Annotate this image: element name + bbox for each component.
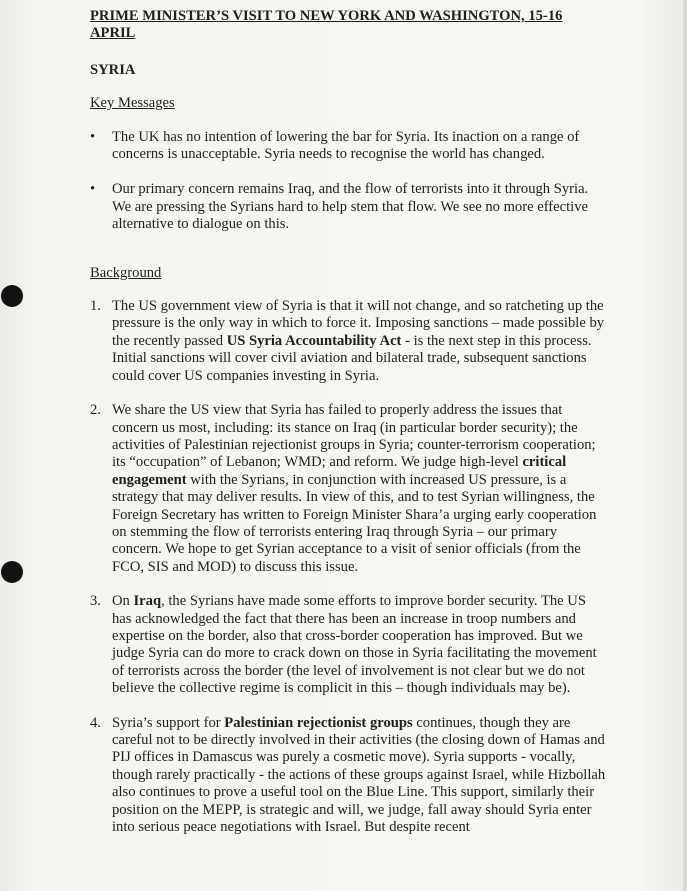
bullet-icon: • (90, 181, 96, 198)
punch-hole-bottom (1, 561, 23, 583)
punch-hole-top (1, 285, 23, 307)
item-text: The US government view of Syria is that it will not change, and so ratcheting up the pressure is the only way in which to force it. Imposing sanctions – made possible by the recently passed (112, 298, 605, 349)
item-bold-text: US Syria Accountability Act (226, 332, 402, 349)
section-heading: SYRIA (90, 61, 136, 78)
item-number: 3. (90, 593, 101, 610)
background-item (90, 593, 606, 697)
key-message-item (90, 129, 606, 164)
item-text: , the Syrians have made some efforts to improve border security. The US has acknowledged the fact that there has been an increase in troop numbers and expertise on the border, also that cross-border cooperation has improved. But we judge Syria can do more to crack down on those in Syria facilitating the movement of terrorists across the border (the level of involvement is not clear but we do not believe the collective regime is complicit in this – though individuals may be). (112, 593, 597, 697)
page-edge-shadow (683, 0, 687, 891)
key-messages-list (90, 129, 606, 234)
key-message-text: Our primary concern remains Iraq, and the flow of terrorists into it through Syria. We are pressing the Syrians hard to help stem that flow. We see no more effective alternative to dialogue on this. (112, 181, 589, 233)
item-text: continues, though they are careful not to be directly involved in their activities (the closing down of Hamas and PIJ offices in Damascus was purely a cosmetic move). Syria supports - vocally, though rarely practically - the actions of these groups against Israel, while Hizbollah also continues to prove a useful tool on the Blue Line. This support, similarly their position on the MEPP, is strategic and will, we judge, fall away should Syria enter into serious peace negotiations with Israel. But despite recent (112, 714, 606, 836)
background-heading: Background (90, 264, 162, 281)
item-bold-text: Iraq (133, 593, 162, 610)
item-text: We share the US view that Syria has failed to properly address the issues that concern us most, including: its stance on Iraq (in particular border security); the activities of Palestinian rejectionist groups in Syria; counter-terrorism cooperation; its “occupation” of Lebanon; WMD; and reform. We judge high-level (112, 402, 596, 471)
document-body (90, 8, 606, 853)
item-number: 1. (90, 298, 101, 315)
item-text: On (112, 593, 134, 610)
background-list (90, 298, 606, 836)
document-title: PRIME MINISTER’S VISIT TO NEW YORK AND WASHINGTON, 15-16 APRIL (90, 8, 563, 42)
key-message-text: The UK has no intention of lowering the bar for Syria. Its inaction on a range of concerns is unacceptable. Syria needs to recognise the world has changed. (112, 128, 580, 163)
item-text: Syria’s support for (112, 714, 225, 731)
item-text: with the Syrians, in conjunction with increased US pressure, is a strategy that may deliver results. In view of this, and to test Syrian willingness, the Foreign Secretary has written to Foreign Minister Shara’a urging early cooperation on stemming the flow of terrorists entering Iraq through Syria – our primary concern. We hope to get Syrian acceptance to a visit of senior officials (from the FCO, SIS and MOD) to discuss this issue. (112, 471, 597, 575)
background-item (90, 715, 606, 837)
background-item (90, 402, 606, 576)
bullet-icon: • (90, 128, 96, 145)
item-number: 4. (90, 714, 101, 731)
item-text: - is the next step in this process. Initial sanctions will cover civil aviation and bilateral trade, subsequent sanctions could cover US companies investing in Syria. (112, 332, 592, 384)
item-bold-text: critical engagement (112, 454, 567, 488)
item-number: 2. (90, 402, 101, 419)
item-bold-text: Palestinian rejectionist groups (224, 714, 413, 731)
key-message-item (90, 181, 606, 233)
background-item (90, 298, 606, 385)
key-messages-heading: Key Messages (90, 95, 175, 112)
